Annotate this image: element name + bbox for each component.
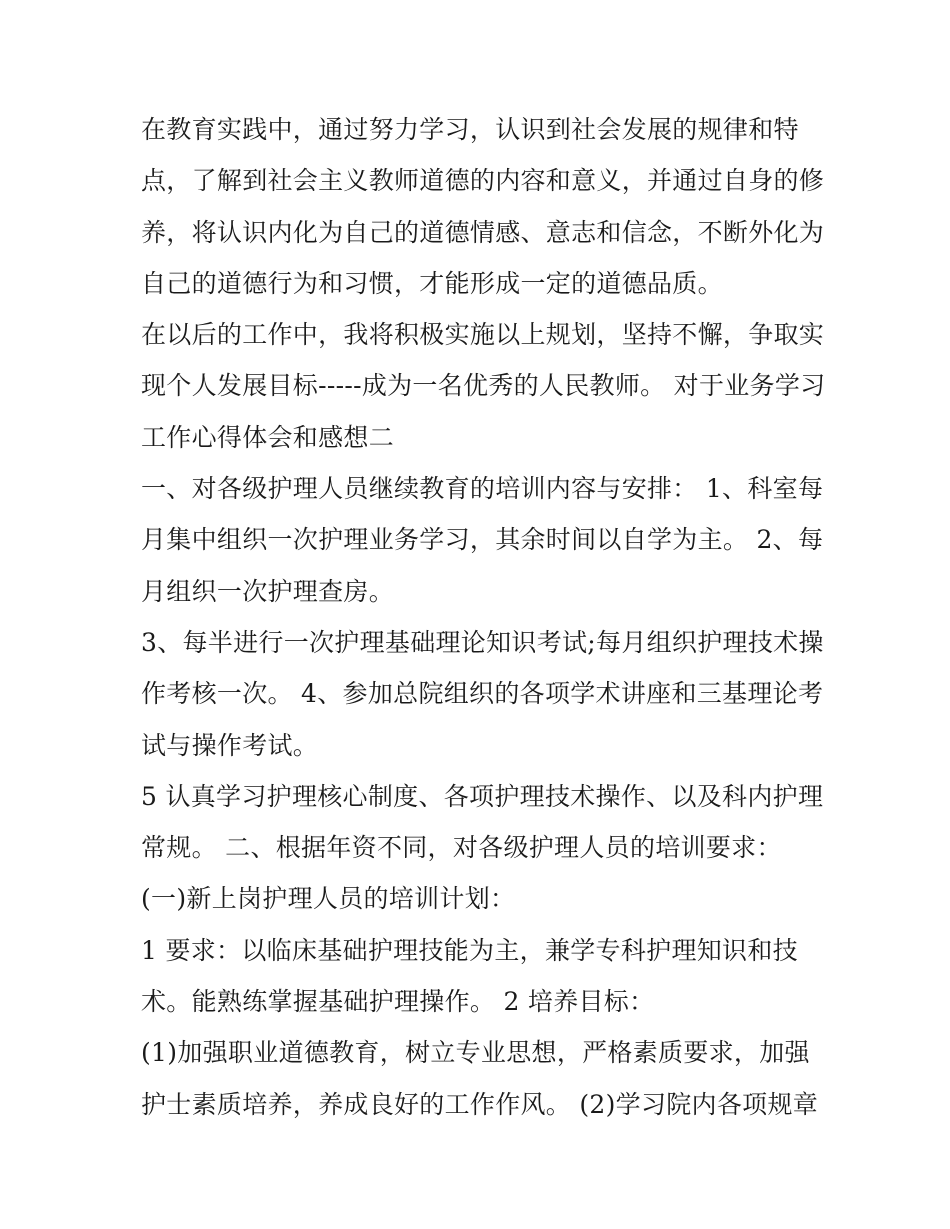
text-line: 在以后的工作中，我将积极实施以上规划，坚持不懈，争取实 [141,320,825,350]
document-body [141,104,826,1130]
text-line: 护士素质培养，养成良好的工作作风。 (2)学习院内各项规章 [141,1089,819,1119]
text-line: 自己的道德行为和习惯，才能形成一定的道德品质。 [141,268,723,298]
text-line: 在教育实践中，通过努力学习，认识到社会发展的规律和特 [141,115,799,144]
text-line: 1 要求：以临床基础护理技能为主，兼学专科护理知识和技 [141,935,798,965]
text-line: 现个人发展目标-----成为一名优秀的人民教师。 对于业务学习 [141,371,826,401]
text-line: 3、每半进行一次护理基础理论知识考试;每月组织护理技术操 [141,627,824,657]
text-line: (一)新上岗护理人员的培训计划： [141,884,516,914]
text-line: 5 认真学习护理核心制度、各项护理技术操作、以及科内护理 [141,781,824,811]
text-line: 点，了解到社会主义教师道德的内容和意义，并通过自身的修 [141,166,825,196]
text-line: 一、对各级护理人员继续教育的培训内容与安排： 1、科室每 [141,474,824,504]
text-line: 月组织一次护理查房。 [141,576,395,606]
text-line: 试与操作考试。 [141,730,319,760]
text-line: 月集中组织一次护理业务学习，其余时间以自学为主。 2、每 [141,525,824,555]
text-line: (1)加强职业道德教育，树立专业思想，严格素质要求，加强 [141,1038,810,1068]
text-line: 术。能熟练掌握基础护理操作。 2 培养目标： [141,987,655,1017]
text-line: 常规。 二、根据年资不同，对各级护理人员的培训要求： [141,833,782,863]
text-line: 工作心得体会和感想二 [141,422,395,452]
text-line: 作考核一次。 4、参加总院组织的各项学术讲座和三基理论考 [141,679,824,709]
text-line: 养，将认识内化为自己的道德情感、意志和信念，不断外化为 [141,217,825,247]
